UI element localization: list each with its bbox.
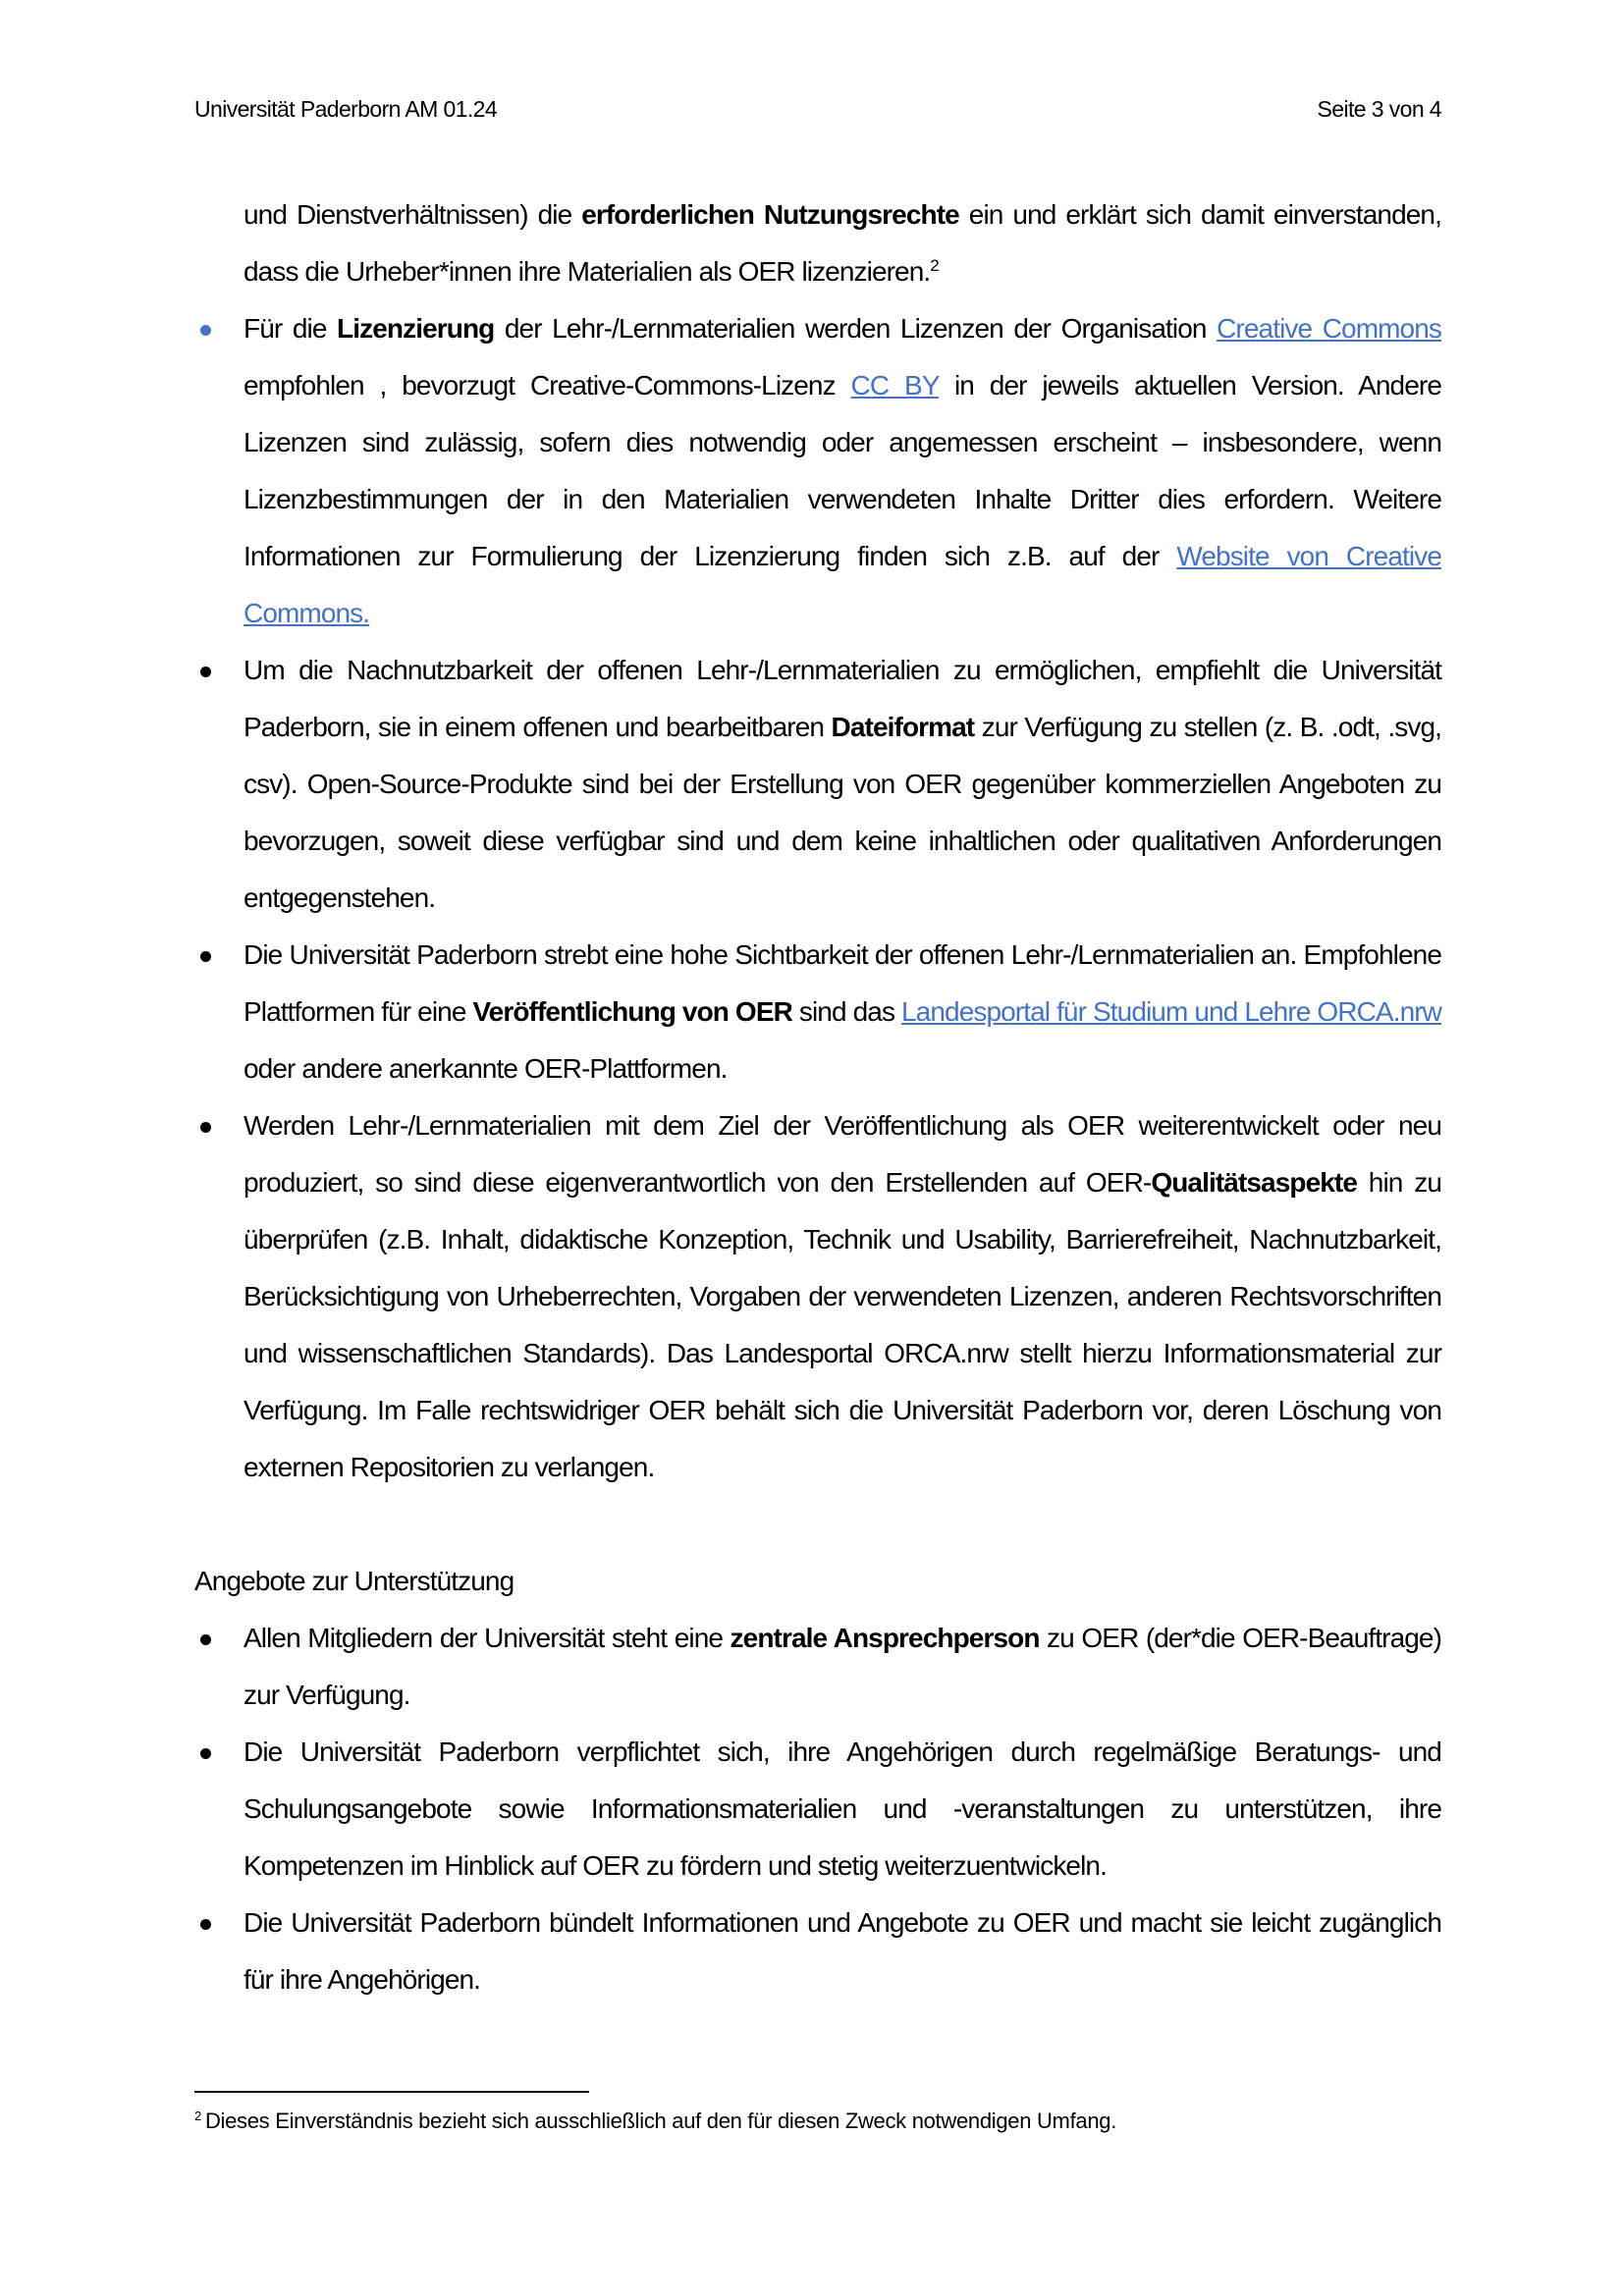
footnote-number: 2 bbox=[194, 2109, 201, 2123]
footnote bbox=[194, 2109, 1116, 2134]
list-item-training: Die Universität Paderborn verpflichtet sich, ihre Angehörigen durch regelmäßige Beratungs- und Schulungsangebote sowie Informationsmaterialien und -veranstaltungen zu unterstützen, ihre Kompetenzen im Hinblick auf OER zu fördern und stetig weiterzuentwickeln. bbox=[194, 1724, 1441, 1895]
link-creative-commons[interactable]: Creative Commons bbox=[1217, 313, 1441, 344]
bold-phrase: Veröffentlichung von OER bbox=[472, 996, 792, 1027]
section-heading: Angebote zur Unterstützung bbox=[194, 1566, 514, 1596]
list-item-quality: Werden Lehr-/Lernmaterialien mit dem Ziel der Veröffentlichung als OER weiterentwickelt oder neu produziert, so sind diese eigenverantwortlich von den Erstellenden auf OER-Qualitätsaspekte hin zu überprüfen (z.B. Inhalt, didaktische Konzeption, Technik und Usability, Barrierefreiheit, Nachnutzbarkeit, Berücksichtigung von Urheberrechten, Vorgaben der verwendeten Lizenzen, anderen Rechtsvorschriften und wissenschaftlichen Standards). Das Landesportal ORCA.nrw stellt hierzu Informationsmaterial zur Verfügung. Im Falle rechtswidriger OER behält sich die Universität Paderborn vor, deren Löschung von externen Repositorien zu verlangen. bbox=[194, 1097, 1441, 1496]
bullet-icon bbox=[200, 1122, 211, 1133]
bold-phrase: Lizenzierung bbox=[337, 313, 495, 344]
link-orca-nrw[interactable]: Landesportal für Studium und Lehre ORCA.nrw bbox=[901, 996, 1441, 1027]
list-item-information: Die Universität Paderborn bündelt Informationen und Angebote zu OER und macht sie leicht zugänglich für ihre Angehörigen. bbox=[194, 1895, 1441, 2008]
bold-phrase: zentrale Ansprechperson bbox=[730, 1623, 1040, 1653]
bold-phrase: erforderlichen Nutzungsrechte bbox=[581, 199, 959, 230]
document-id: Universität Paderborn AM 01.24 bbox=[194, 96, 498, 122]
page-number: Seite 3 von 4 bbox=[1317, 96, 1441, 122]
footnote-text: Dieses Einverständnis bezieht sich ausschließlich auf den für diesen Zweck notwendigen Umfang. bbox=[204, 2109, 1117, 2133]
link-website-creative-commons[interactable]: Website von Creative Commons. bbox=[244, 541, 1441, 628]
bullet-icon bbox=[200, 325, 211, 336]
document-body bbox=[194, 187, 1441, 2008]
link-cc-by[interactable]: CC BY bbox=[850, 370, 940, 400]
list-item-file-format: Um die Nachnutzbarkeit der offenen Lehr-/Lernmaterialien zu ermöglichen, empfiehlt die Universität Paderborn, sie in einem offenen und bearbeitbaren Dateiformat zur Verfügung zu stellen (z. B. .odt, .svg, csv). Open-Source-Produkte sind bei der Erstellung von OER gegenüber kommerziellen Angeboten zu bevorzugen, soweit diese verfügbar sind und dem keine inhaltlichen oder qualitativen Anforderungen entgegenstehen. bbox=[194, 642, 1441, 927]
bold-phrase: Qualitätsaspekte bbox=[1151, 1167, 1358, 1198]
footnote-separator bbox=[194, 2091, 589, 2093]
bold-phrase: Dateiformat bbox=[831, 712, 975, 742]
bullet-icon bbox=[200, 951, 211, 962]
bullet-icon bbox=[200, 667, 211, 677]
page-header bbox=[194, 96, 1441, 126]
list-item-licensing: Für die Lizenzierung der Lehr-/Lernmaterialien werden Lizenzen der Organisation Creative Commons empfohlen , bevorzugt Creative-Commons-Lizenz CC BY in der jeweils aktuellen Version. Andere Lizenzen sind zulässig, sofern dies notwendig oder angemessen erscheint – insbesondere, wenn Lizenzbestimmungen der in den Materialien verwendeten Inhalte Dritter dies erfordern. Weitere Informationen zur Formulierung der Lizenzierung finden sich z.B. auf der Website von Creative Commons. bbox=[194, 300, 1441, 642]
bullet-icon bbox=[200, 1919, 211, 1930]
intro-paragraph: und Dienstverhältnissen) die erforderlichen Nutzungsrechte ein und erklärt sich damit einverstanden, dass die Urheber*innen ihre Materialien als OER lizenzieren.$^2$ bbox=[244, 199, 1441, 287]
footnote-ref[interactable]: 2 bbox=[930, 256, 939, 275]
list-item-contact-person: Allen Mitgliedern der Universität steht eine zentrale Ansprechperson zu OER (der*die OER-Beauftrage) zur Verfügung. bbox=[194, 1610, 1441, 1724]
bullet-icon bbox=[200, 1748, 211, 1759]
bullet-icon bbox=[200, 1634, 211, 1645]
list-item-publication: Die Universität Paderborn strebt eine hohe Sichtbarkeit der offenen Lehr-/Lernmaterialien an. Empfohlene Plattformen für eine Veröffentlichung von OER sind das Landesportal für Studium und Lehre ORCA.nrw oder andere anerkannte OER-Plattformen. bbox=[194, 927, 1441, 1097]
